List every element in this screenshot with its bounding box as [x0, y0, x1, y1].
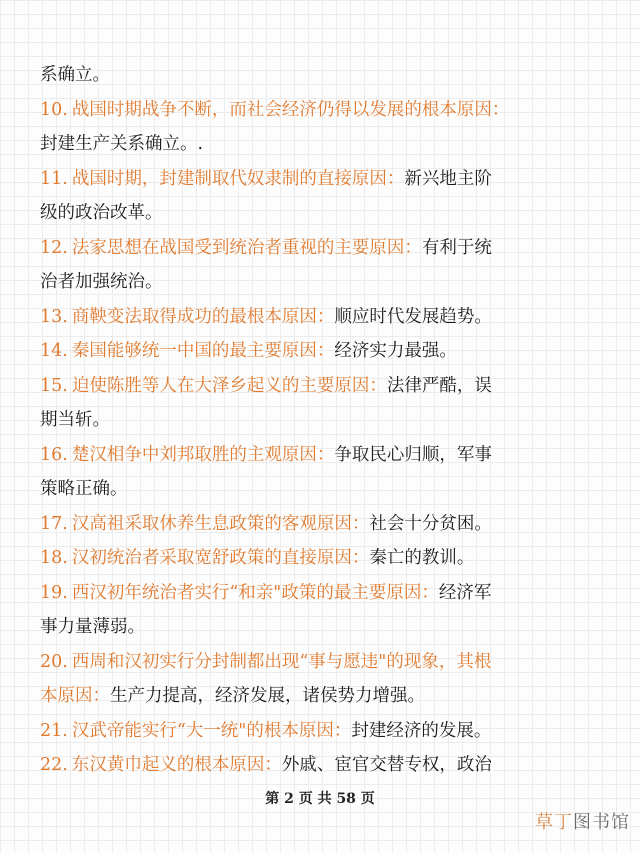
watermark-highlight: 草丁 [535, 812, 573, 833]
text-line [40, 406, 620, 441]
item-number: 15. [40, 375, 68, 396]
answer-text: 外戚、宦官交替专权，政治 [281, 755, 492, 775]
text-line [40, 544, 620, 579]
page-footer: 第 2 页 共 58 页 [265, 791, 375, 807]
text-line [40, 337, 620, 372]
item-number: 14. [40, 341, 68, 361]
item-number: 19. [40, 582, 68, 603]
text-line [40, 751, 620, 786]
item-number: 20. [40, 651, 68, 672]
answer-text: 经济军 [438, 582, 492, 603]
question-text: 东汉黄巾起义的根本原因： [71, 755, 282, 775]
question-text: 西汉初年统治者实行“和亲"政策的最主要原因： [71, 582, 439, 603]
question-text: 汉高祖采取休养生息政策的客观原因： [71, 513, 370, 534]
text-line [40, 61, 620, 96]
text-line [40, 441, 620, 476]
question-text: 战国时期战争不断，而社会经济仍得以发展的根本原因： [71, 99, 510, 120]
text-line [40, 234, 620, 269]
text-line [40, 613, 620, 648]
item-number: 18. [40, 548, 68, 568]
answer-text: 经济实力最强。 [334, 341, 457, 361]
text-line [40, 96, 620, 131]
question-text: 汉初统治者采取宽舒政策的直接原因： [71, 548, 370, 568]
text-line [40, 165, 620, 200]
text-line [40, 268, 620, 303]
answer-text: 级的政治改革。 [40, 203, 163, 223]
watermark-rest: 图书馆 [573, 812, 630, 833]
answer-text: 封建生产关系确立。. [40, 134, 204, 154]
answer-text: 顺应时代发展趋势。 [334, 306, 492, 327]
answer-text: 事力量薄弱。 [40, 617, 145, 637]
answer-text: 新兴地主阶 [404, 168, 492, 189]
answer-text: 生产力提高，经济发展，诸侯势力增强。 [110, 686, 425, 706]
text-line [40, 475, 620, 510]
text-line [40, 579, 620, 614]
text-line [40, 510, 620, 545]
answer-text: 争取民心归顺，军事 [334, 444, 492, 465]
item-number: 13. [40, 306, 68, 327]
question-text: 秦国能够统一中国的最主要原因： [71, 341, 335, 361]
question-text: 楚汉相争中刘邦取胜的主观原因： [71, 444, 335, 465]
answer-text: 封建经济的发展。 [351, 720, 492, 741]
question-text: 本原因： [40, 686, 110, 706]
item-number: 21. [40, 720, 68, 741]
text-line [40, 682, 620, 717]
question-text: 迫使陈胜等人在大泽乡起义的主要原因： [71, 375, 387, 396]
item-number: 16. [40, 444, 68, 465]
item-number: 12. [40, 237, 68, 258]
question-text: 商鞅变法取得成功的最根本原因： [71, 306, 335, 327]
text-line [40, 372, 620, 407]
document-body [40, 61, 620, 786]
text-line [40, 303, 620, 338]
answer-text: 秦亡的教训。 [369, 548, 475, 568]
answer-text: 系确立。 [40, 65, 110, 85]
watermark-logo [535, 808, 630, 834]
question-text: 汉武帝能实行“大一统"的根本原因： [71, 720, 352, 741]
answer-text: 法律严酷，误 [386, 375, 492, 396]
question-text: 战国时期，封建制取代奴隶制的直接原因： [71, 168, 405, 189]
item-number: 17. [40, 513, 68, 534]
text-line [40, 130, 620, 165]
text-line [40, 648, 620, 683]
text-line [40, 717, 620, 752]
text-line [40, 199, 620, 234]
answer-text: 治者加强统治。 [40, 272, 163, 292]
answer-text: 策略正确。 [40, 479, 128, 499]
question-text: 西周和汉初实行分封制都出现“事与愿违"的现象，其根 [71, 651, 492, 672]
answer-text: 期当斩。 [40, 410, 110, 430]
item-number: 10. [40, 99, 68, 120]
question-text: 法家思想在战国受到统治者重视的主要原因： [71, 237, 422, 258]
answer-text: 社会十分贫困。 [369, 513, 492, 534]
answer-text: 有利于统 [421, 237, 492, 258]
item-number: 22. [40, 755, 68, 775]
item-number: 11. [40, 168, 68, 189]
